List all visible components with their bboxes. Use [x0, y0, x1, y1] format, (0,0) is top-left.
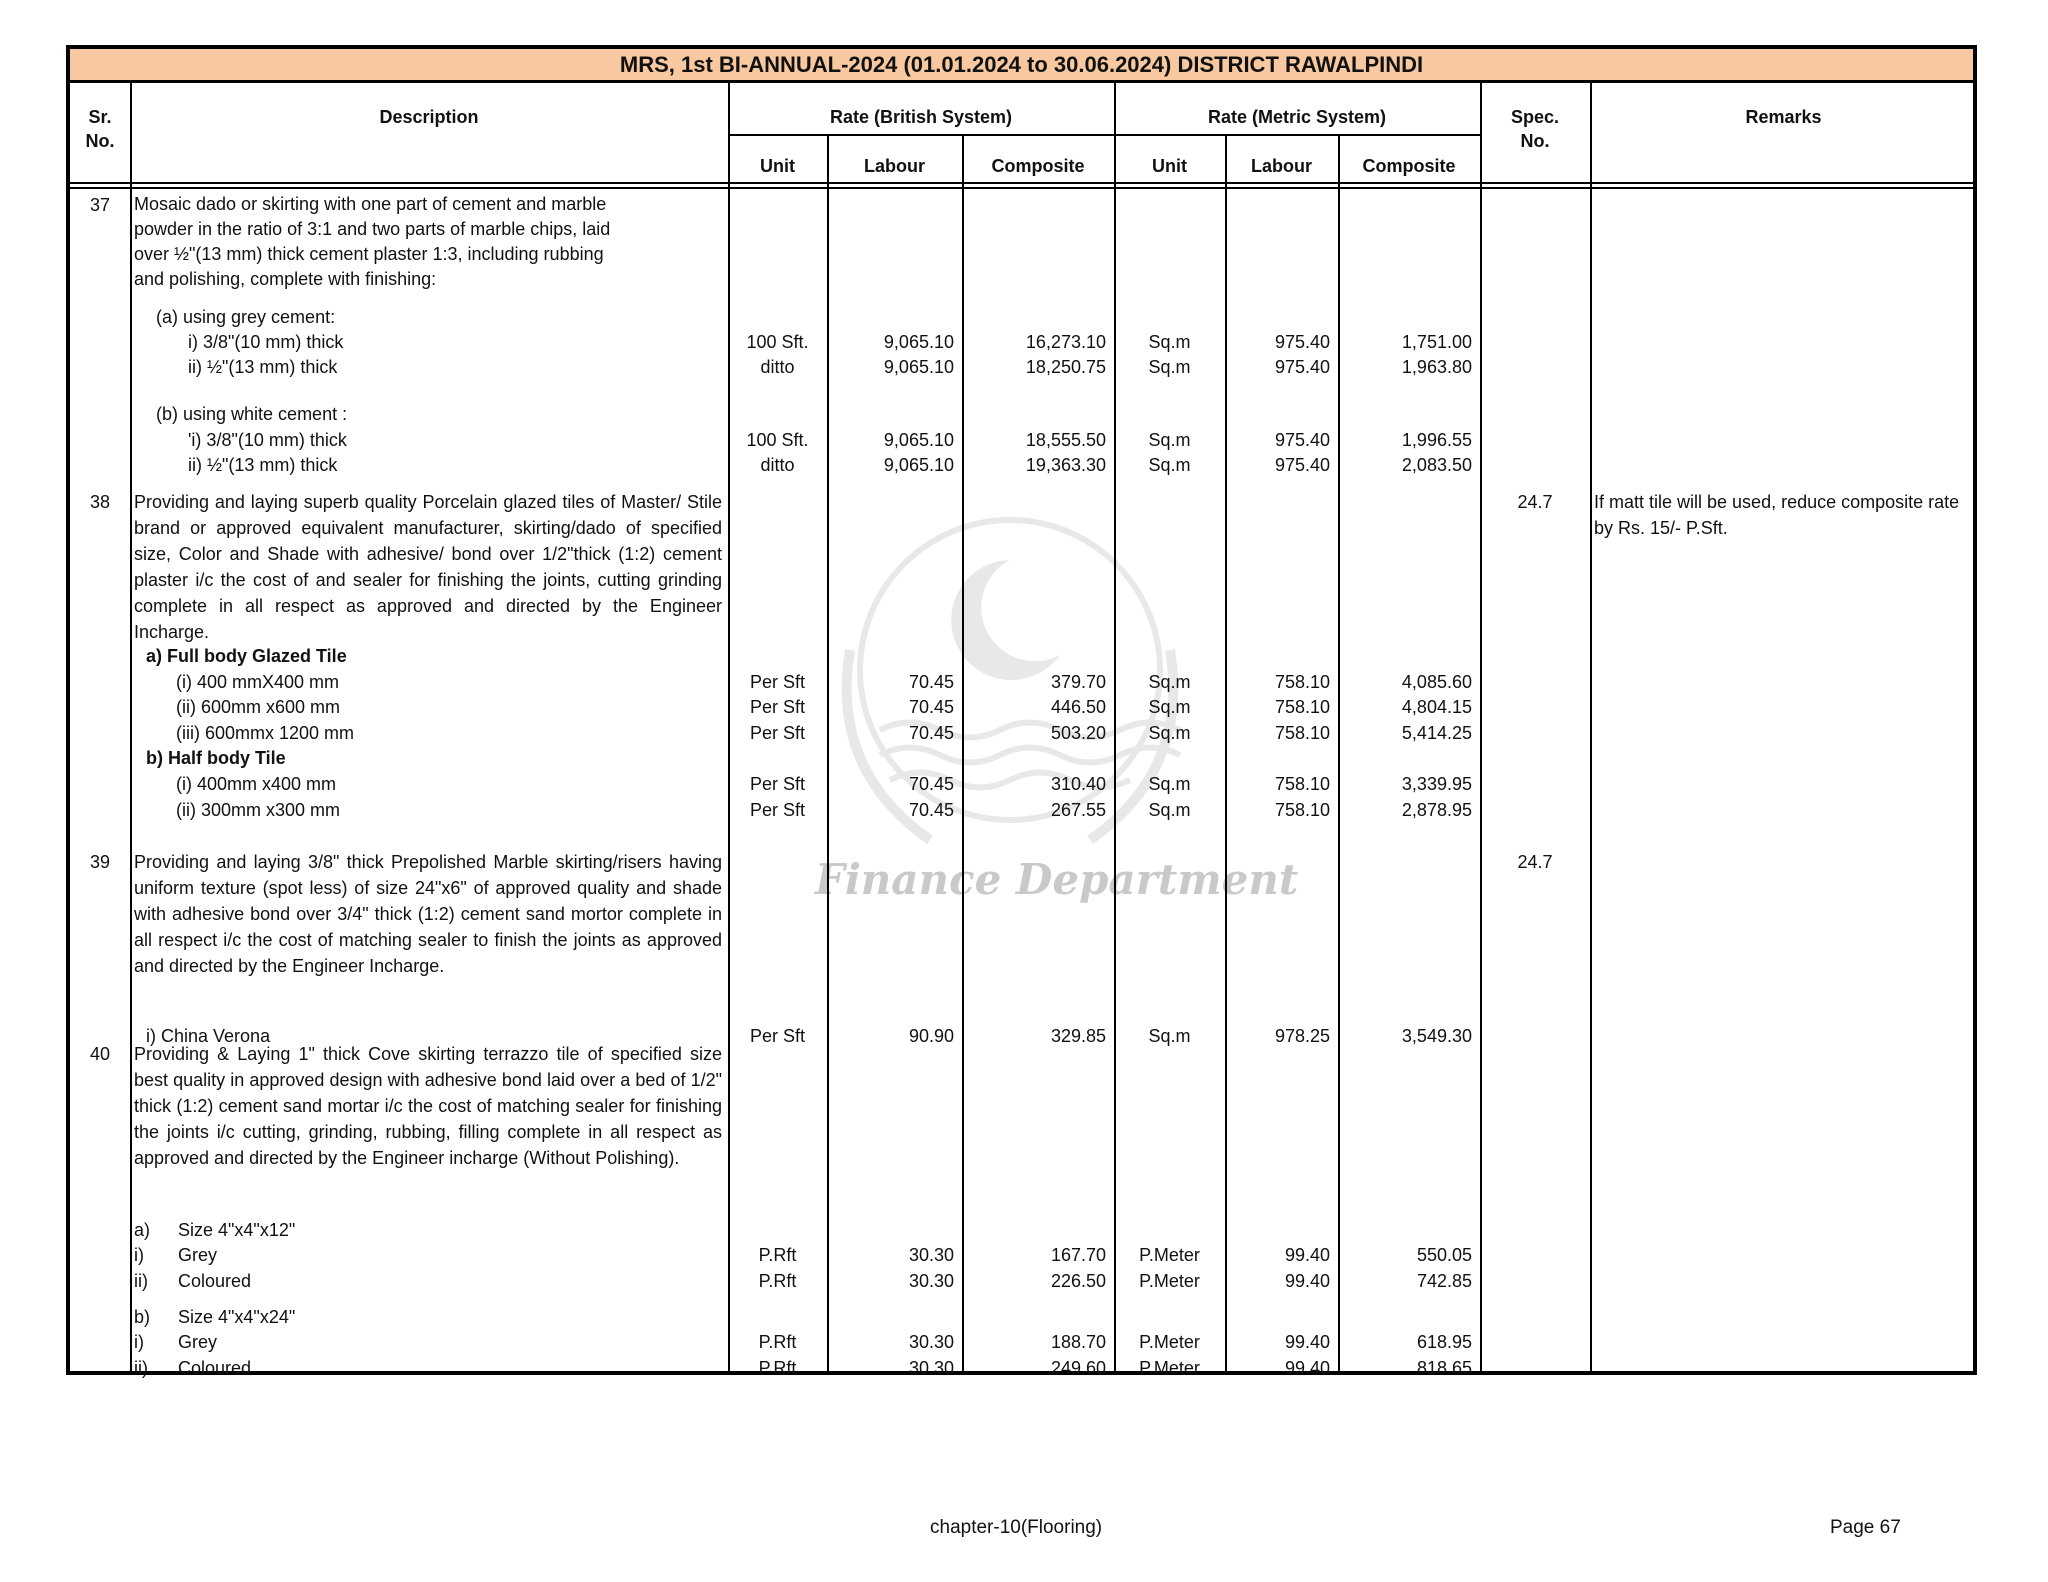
cell-labour: 70.45: [908, 697, 954, 717]
item-38-group-a: a) Full body Glazed Tile: [146, 646, 347, 666]
header-no: No.: [85, 131, 115, 151]
cell-unit: Per Sft: [749, 672, 806, 692]
item-39-sr: 39: [89, 852, 111, 872]
col-divider: [1480, 83, 1482, 1371]
row-index: i): [134, 1332, 144, 1352]
cell-comp: 188.70: [1050, 1332, 1106, 1352]
cell-comp: 226.50: [1050, 1271, 1106, 1291]
header-spec-no: No.: [1520, 131, 1550, 151]
item-38-description: Providing and laying superb quality Porcelain glazed tiles of Master/ Stile brand or approved equivalent manufacturer, skirting/dado of specified size, Color and Shade with adhesive/ bond over 1/2"thick (1:2) cement plaster i/c the cost of and sealer for finishing the joints, cutting grinding complete in all respect as approved and directed by the Engineer Incharge.: [134, 492, 722, 642]
cell-labour: 9,065.10: [883, 332, 954, 352]
cell-mlabour: 975.40: [1274, 357, 1330, 377]
row-label: 'i) 3/8"(10 mm) thick: [188, 430, 347, 450]
cell-unit: P.Rft: [758, 1271, 797, 1291]
cell-mlabour: 978.25: [1274, 1026, 1330, 1046]
header-sr: Sr.: [88, 107, 112, 127]
row-label: (iii) 600mmx 1200 mm: [176, 723, 355, 743]
table-title: MRS, 1st BI-ANNUAL-2024 (01.01.2024 to 30.06.2024) DISTRICT RAWALPINDI: [70, 49, 1973, 83]
item-37-sr: 37: [89, 195, 111, 215]
item-39-spec: 24.7: [1517, 852, 1553, 872]
item-40-group-a: Size 4"x4"x12": [178, 1220, 296, 1240]
item-38-sr: 38: [89, 492, 111, 512]
header-remarks: Remarks: [1745, 107, 1822, 127]
item-39-description: Providing and laying 3/8" thick Prepolished Marble skirting/risers having uniform texture (spot less) of size 24"x6" of approved quality and shade with adhesive bond over 3/4" thick (1:2) cement sand mortor complete in all respect i/c the cost of matching sealer to finish the joints as approved and directed by the Engineer Incharge.: [134, 852, 722, 976]
cell-mlabour: 758.10: [1274, 774, 1330, 794]
header-divider: [70, 187, 1973, 189]
cell-mlabour: 975.40: [1274, 430, 1330, 450]
cell-labour: 70.45: [908, 774, 954, 794]
cell-unit: Per Sft: [749, 1026, 806, 1046]
cell-mlabour: 758.10: [1274, 697, 1330, 717]
col-divider: [1590, 83, 1592, 1371]
item-37-group-b: (b) using white cement :: [156, 404, 348, 424]
cell-munit: Sq.m: [1148, 774, 1191, 794]
cell-munit: Sq.m: [1148, 672, 1191, 692]
item-38-spec: 24.7: [1517, 492, 1553, 512]
header-metric-unit: Unit: [1152, 156, 1187, 176]
cell-labour: 30.30: [908, 1332, 954, 1352]
cell-comp: 18,250.75: [1025, 357, 1106, 377]
cell-mcomp: 4,804.15: [1401, 697, 1472, 717]
cell-mcomp: 1,751.00: [1401, 332, 1472, 352]
cell-unit: 100 Sft.: [746, 430, 809, 450]
cell-mlabour: 758.10: [1274, 723, 1330, 743]
item-38-remark: If matt tile will be used, reduce composite rate by Rs. 15/- P.Sft.: [1594, 492, 1960, 538]
cell-mcomp: 742.85: [1416, 1271, 1472, 1291]
header-metric-composite: Composite: [1362, 156, 1456, 176]
row-index: ii): [134, 1271, 148, 1291]
cell-mcomp: 1,996.55: [1401, 430, 1472, 450]
cell-munit: P.Meter: [1139, 1245, 1200, 1265]
cell-comp: 16,273.10: [1025, 332, 1106, 352]
cell-mcomp: 1,963.80: [1401, 357, 1472, 377]
cell-mlabour: 758.10: [1274, 800, 1330, 820]
header-divider: [70, 182, 1973, 184]
cell-munit: Sq.m: [1148, 332, 1191, 352]
item-38-group-b: b) Half body Tile: [146, 748, 286, 768]
cell-unit: P.Rft: [758, 1245, 797, 1265]
cell-comp: 249.60: [1050, 1358, 1106, 1378]
cell-unit: Per Sft: [749, 723, 806, 743]
item-40-sr: 40: [89, 1044, 111, 1064]
item-40-group-a-index: a): [134, 1220, 151, 1240]
col-divider: [962, 134, 964, 1371]
cell-mcomp: 3,339.95: [1401, 774, 1472, 794]
cell-mlabour: 99.40: [1284, 1358, 1330, 1378]
cell-unit: Per Sft: [749, 800, 806, 820]
row-label: Grey: [178, 1245, 218, 1265]
row-label: ii) ½"(13 mm) thick: [188, 357, 338, 377]
cell-labour: 70.45: [908, 723, 954, 743]
row-index: ii): [134, 1358, 148, 1378]
row-label: (ii) 600mm x600 mm: [176, 697, 341, 717]
row-label: ii) ½"(13 mm) thick: [188, 455, 338, 475]
cell-unit: ditto: [760, 455, 795, 475]
item-40-description: Providing & Laying 1" thick Cove skirting terrazzo tile of specified size best quality in approved design with adhesive bond laid over a bed of 1/2" thick (1:2) cement sand mortar i/c the cost of matching sealer for finishing the joints i/c cutting, grinding, rubbing, filling complete in all respect as approved and directed by the Engineer incharge (Without Polishing).: [134, 1044, 722, 1168]
cell-munit: Sq.m: [1148, 357, 1191, 377]
cell-mcomp: 4,085.60: [1401, 672, 1472, 692]
row-label: i) 3/8"(10 mm) thick: [188, 332, 344, 352]
row-label: Coloured: [178, 1271, 252, 1291]
col-divider: [130, 83, 132, 1371]
cell-mcomp: 618.95: [1416, 1332, 1472, 1352]
cell-labour: 9,065.10: [883, 357, 954, 377]
footer-chapter: chapter-10(Flooring): [930, 1517, 1103, 1538]
cell-labour: 70.45: [908, 672, 954, 692]
cell-munit: P.Meter: [1139, 1271, 1200, 1291]
cell-unit: Per Sft: [749, 774, 806, 794]
cell-munit: Sq.m: [1148, 723, 1191, 743]
watermark-text: Finance Department: [815, 855, 1299, 904]
cell-mlabour: 99.40: [1284, 1332, 1330, 1352]
header-labour: Labour: [864, 156, 925, 176]
cell-unit: Per Sft: [749, 697, 806, 717]
cell-labour: 9,065.10: [883, 430, 954, 450]
header-unit: Unit: [760, 156, 795, 176]
cell-munit: Sq.m: [1148, 430, 1191, 450]
header-metric-labour: Labour: [1251, 156, 1312, 176]
cell-labour: 70.45: [908, 800, 954, 820]
item-40-group-b-index: b): [134, 1307, 151, 1327]
cell-labour: 30.30: [908, 1358, 954, 1378]
cell-mcomp: 5,414.25: [1401, 723, 1472, 743]
header-rate-metric: Rate (Metric System): [1207, 107, 1387, 127]
cell-comp: 503.20: [1050, 723, 1106, 743]
item-37-group-a: (a) using grey cement:: [156, 307, 336, 327]
row-label: i) China Verona: [146, 1026, 271, 1046]
cell-mlabour: 99.40: [1284, 1271, 1330, 1291]
item-40-group-b: Size 4"x4"x24": [178, 1307, 296, 1327]
footer-page: Page 67: [1830, 1517, 1901, 1538]
item-37-description: Mosaic dado or skirting with one part of cement and marble powder in the ratio of 3:1 and two parts of marble chips, laid over ½"(13 mm) thick cement plaster 1:3, including rubbing and polishing, complete with finishing:: [134, 194, 611, 289]
cell-comp: 19,363.30: [1025, 455, 1106, 475]
rate-table: [66, 45, 1977, 1378]
cell-mcomp: 550.05: [1416, 1245, 1472, 1265]
row-label: (i) 400 mmX400 mm: [176, 672, 340, 692]
cell-munit: P.Meter: [1139, 1358, 1200, 1378]
header-description: Description: [379, 107, 479, 127]
cell-labour: 30.30: [908, 1245, 954, 1265]
cell-labour: 9,065.10: [883, 455, 954, 475]
cell-labour: 30.30: [908, 1271, 954, 1291]
cell-comp: 310.40: [1050, 774, 1106, 794]
cell-comp: 446.50: [1050, 697, 1106, 717]
header-divider: [728, 134, 1480, 136]
row-label: (i) 400mm x400 mm: [176, 774, 337, 794]
cell-comp: 267.55: [1050, 800, 1106, 820]
header-composite: Composite: [991, 156, 1085, 176]
cell-mlabour: 99.40: [1284, 1245, 1330, 1265]
header-spec: Spec.: [1510, 107, 1560, 127]
cell-mlabour: 975.40: [1274, 332, 1330, 352]
cell-munit: P.Meter: [1139, 1332, 1200, 1352]
cell-unit: P.Rft: [758, 1332, 797, 1352]
cell-comp: 167.70: [1050, 1245, 1106, 1265]
cell-unit: P.Rft: [758, 1358, 797, 1378]
cell-munit: Sq.m: [1148, 697, 1191, 717]
cell-mcomp: 2,083.50: [1401, 455, 1472, 475]
cell-comp: 329.85: [1050, 1026, 1106, 1046]
cell-munit: Sq.m: [1148, 455, 1191, 475]
cell-comp: 379.70: [1050, 672, 1106, 692]
cell-unit: ditto: [760, 357, 795, 377]
cell-munit: Sq.m: [1148, 800, 1191, 820]
cell-comp: 18,555.50: [1025, 430, 1106, 450]
cell-unit: 100 Sft.: [746, 332, 809, 352]
col-divider: [1338, 134, 1340, 1371]
cell-mlabour: 758.10: [1274, 672, 1330, 692]
cell-mlabour: 975.40: [1274, 455, 1330, 475]
row-label: Grey: [178, 1332, 218, 1352]
row-label: Coloured: [178, 1358, 252, 1378]
cell-labour: 90.90: [908, 1026, 954, 1046]
col-divider: [827, 134, 829, 1371]
cell-mcomp: 818.65: [1416, 1358, 1472, 1378]
row-index: i): [134, 1245, 144, 1265]
cell-munit: Sq.m: [1148, 1026, 1191, 1046]
col-divider: [1225, 134, 1227, 1371]
row-label: (ii) 300mm x300 mm: [176, 800, 341, 820]
cell-mcomp: 3,549.30: [1401, 1026, 1472, 1046]
cell-mcomp: 2,878.95: [1401, 800, 1472, 820]
header-rate-british: Rate (British System): [829, 107, 1013, 127]
